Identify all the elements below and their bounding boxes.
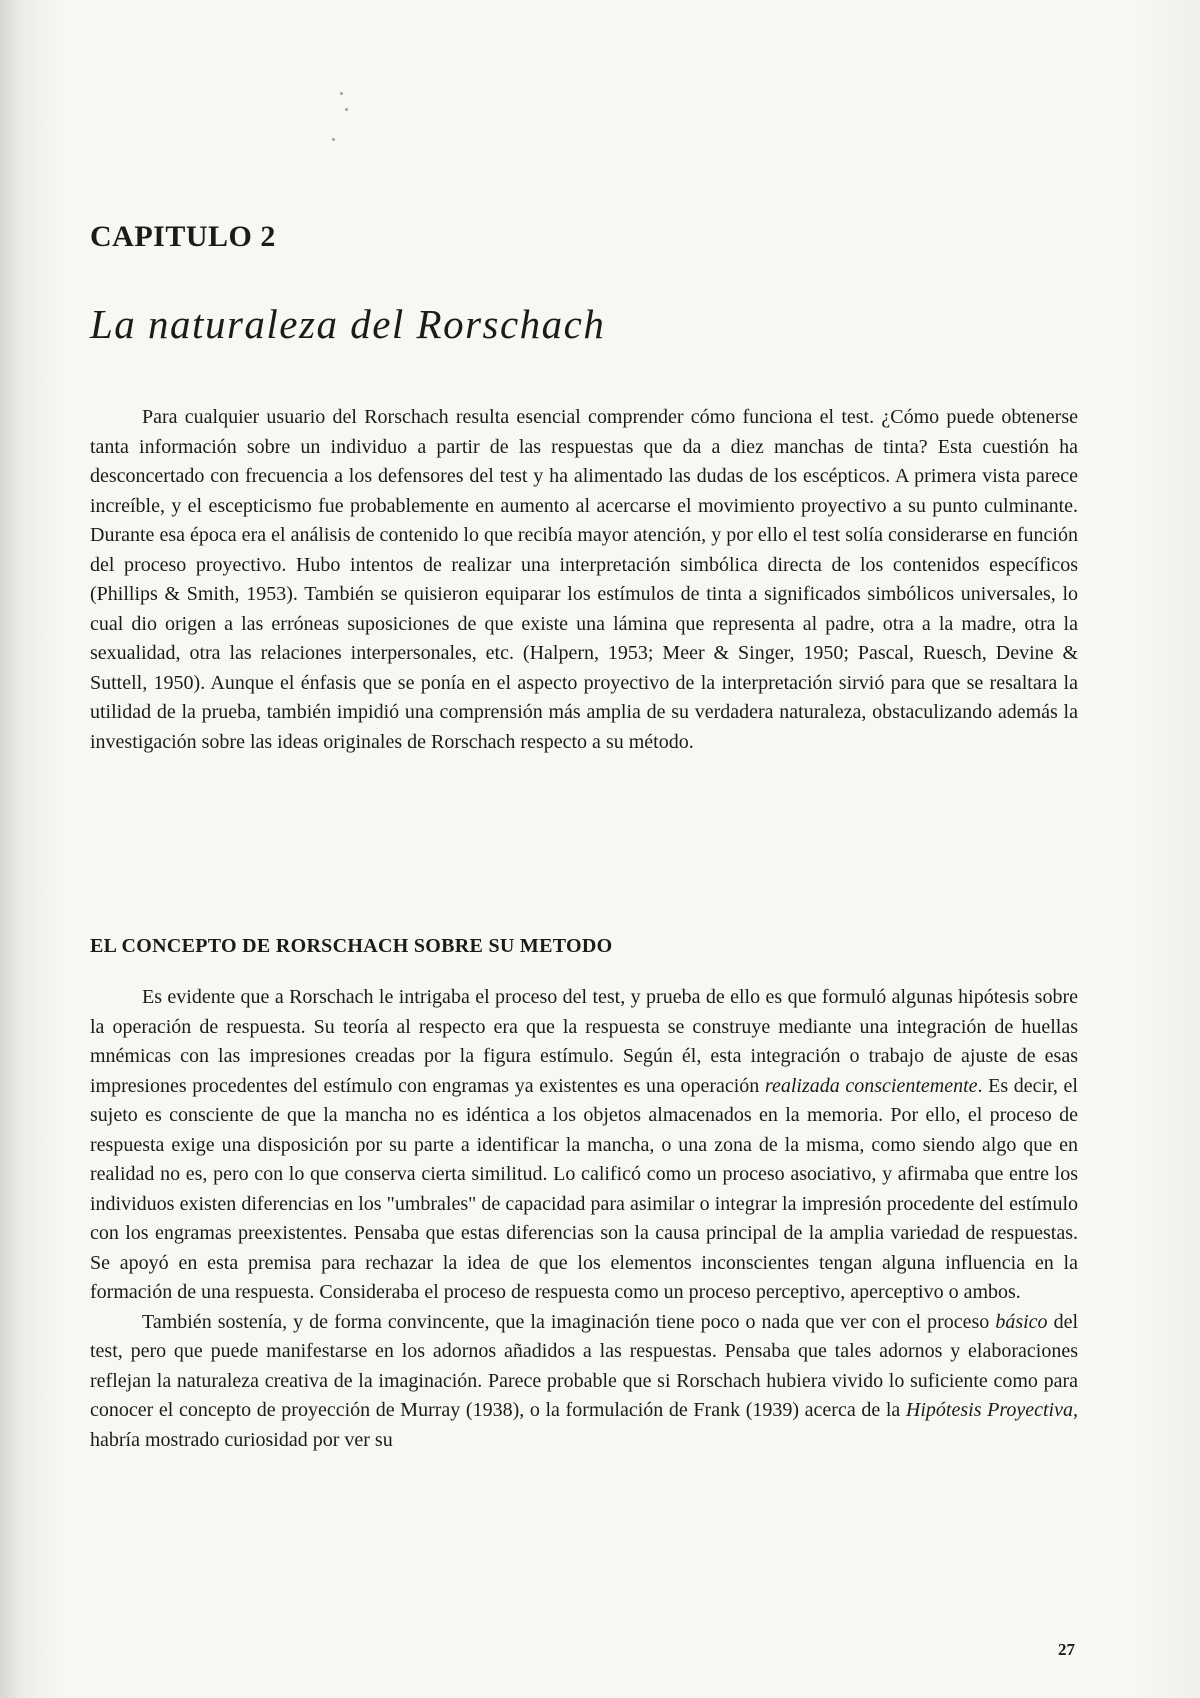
italic-word: básico (995, 1310, 1048, 1333)
italic-phrase: realizada conscientemente (764, 1074, 978, 1097)
method-paragraph-1 (90, 983, 1078, 1308)
text-run: . Es decir, el sujeto es consciente de que la mancha no es idéntica a los objetos almacenados en la memoria. Por ello, el proceso de respuesta exige una disposición por su parte a identificar la mancha, o una zona de la misma, como siendo algo que en realidad no es, pero con lo que conserva cierta similitud. Lo calificó como un proceso asociativo, y afirmaba que entre los individuos existen diferencias en los "umbrales" de capacidad para asimilar o integrar la impresión procedente del estímulo con los engramas preexistentes. Pensaba que estas diferencias son la causa principal de la amplia variedad de respuestas. Se apoyó en esta premisa para rechazar la idea de que los elementos inconscientes tengan alguna influencia en la formación de una respuesta. Consideraba el proceso de respuesta como un proceso perceptivo, aperceptivo o ambos. (90, 1074, 1078, 1303)
scan-speck (332, 138, 335, 141)
text-run: También sostenía, y de forma convincente, que la imaginación tiene poco o nada que ver con el proceso (142, 1310, 996, 1333)
chapter-title: La naturaleza del Rorschach (90, 301, 606, 347)
italic-phrase: Hipótesis Proyectiva, (905, 1399, 1078, 1421)
text-run: habría mostrado curiosidad por ver su (90, 1428, 393, 1451)
scan-speck (340, 92, 343, 95)
page-number: 27 (1058, 1640, 1075, 1659)
method-section (90, 983, 1078, 1455)
method-paragraph-2 (90, 1308, 1078, 1456)
scan-speck (345, 108, 348, 111)
text-run: del test, pero que puede manifestarse en los adornos añadidos a las respuestas. Pensaba que tales adornos y elaboraciones reflejan la naturaleza creativa de la imaginación. Parece probable que si Rorschach hubiera vivido lo suficiente como para conocer el concepto de proyección de Murray (1938), o la formulación de Frank (1939) acerca de la (90, 1310, 1079, 1421)
chapter-label: CAPITULO 2 (90, 220, 276, 253)
section-heading: EL CONCEPTO DE RORSCHACH SOBRE SU METODO (90, 935, 613, 957)
text-run: Es evidente que a Rorschach le intrigaba el proceso del test, y prueba de ello es que formuló algunas hipótesis sobre la operación de respuesta. Su teoría al respecto era que la respuesta se construye mediante una integración de huellas mnémicas con las impresiones creadas por la figura estímulo. Según él, esta integración o trabajo de ajuste de esas impresiones procedentes del estímulo con engramas ya existentes es una operación (90, 986, 1078, 1097)
intro-section (90, 403, 1078, 757)
intro-paragraph: Para cualquier usuario del Rorschach resulta esencial comprender cómo funciona el test. ¿Cómo puede obtenerse tanta información sobre un individuo a partir de las respuestas que da a diez manchas de tinta? Esta cuestión ha desconcertado con frecuencia a los defensores del test y ha alimentado las dudas de los escépticos. A primera vista parece increíble, y el escepticismo fue probablemente en aumento al acercarse el movimiento proyectivo a su punto culminante. Durante esa época era el análisis de contenido lo que recibía mayor atención, y por ello el test solía considerarse en función del proceso proyectivo. Hubo intentos de realizar una interpretación simbólica directa de los contenidos específicos (Phillips & Smith, 1953). También se quisieron equiparar los estímulos de tinta a significados simbólicos universales, lo cual dio origen a las erróneas suposiciones de que existe una lámina que representa al padre, otra a la madre, otra la sexualidad, otra las relaciones interpersonales, etc. (Halpern, 1953; Meer & Singer, 1950; Pascal, Ruesch, Devine & Suttell, 1950). Aunque el énfasis que se ponía en el aspecto proyectivo de la interpretación sirvió para que se resaltara la utilidad de la prueba, también impidió una comprensión más amplia de su verdadera naturaleza, obstaculizando además la investigación sobre las ideas originales de Rorschach respecto a su método. (90, 406, 1078, 753)
